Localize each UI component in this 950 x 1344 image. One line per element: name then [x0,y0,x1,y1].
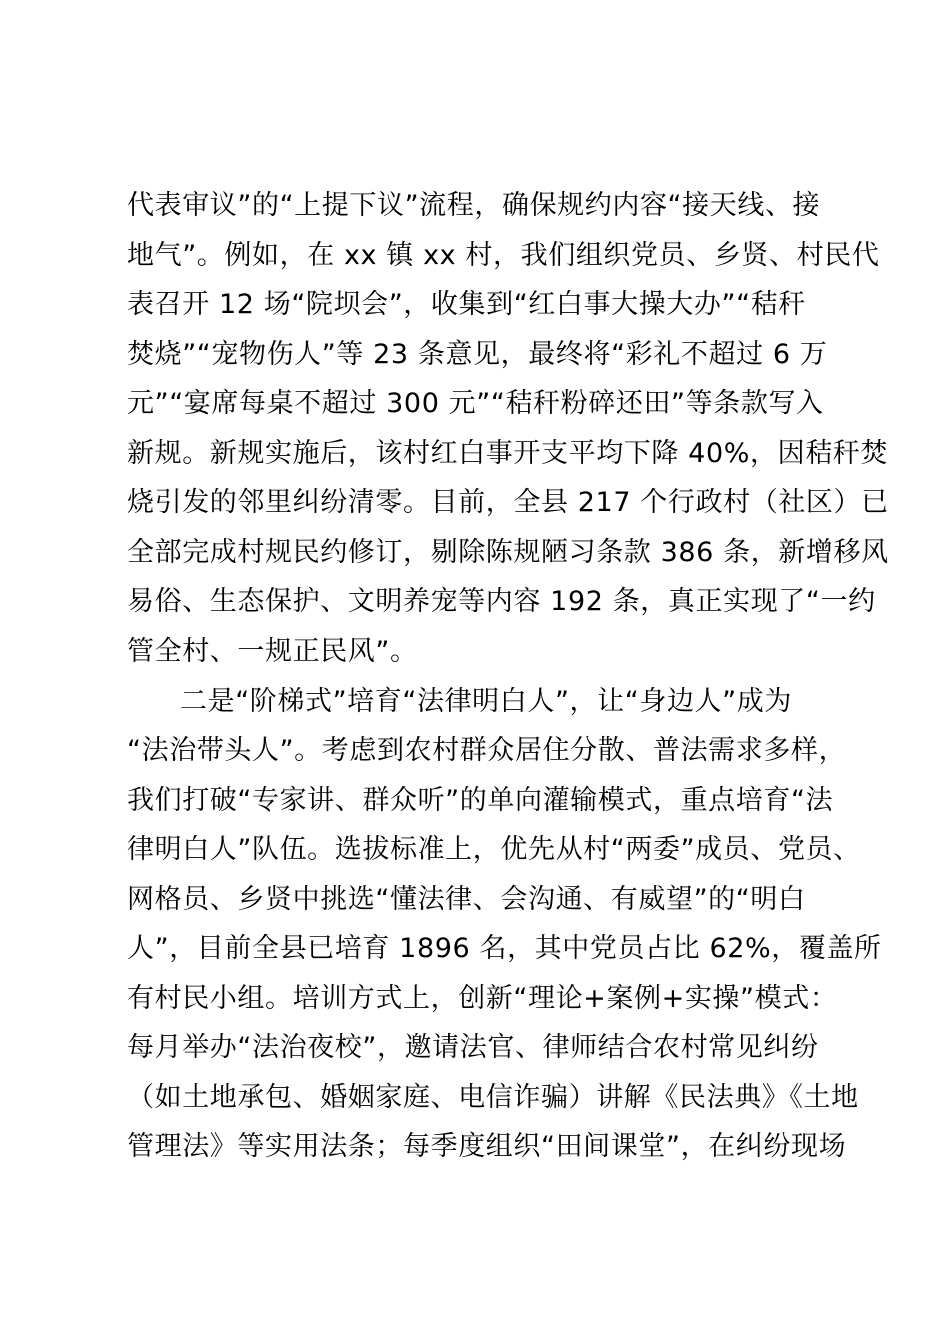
text-line: 二是“阶梯式”培育“法律明白人”，让“身边人”成为 [180,686,792,717]
text-line: 网格员、乡贤中挑选“懂法律、会沟通、有威望”的“明白 [127,884,806,915]
text-line: 烧引发的邻里纠纷清零。目前，全县 217 个行政村（社区）已 [127,487,889,518]
text-line: 管全村、一规正民风”。 [127,636,418,667]
text-line: （如土地承包、婚姻家庭、电信诈骗）讲解《民法典》《土地 [127,1082,859,1113]
text-line: 律明白人”队伍。选拔标准上，优先从村“两委”成员、党员、 [127,834,861,865]
text-line: 焚烧”“宠物伤人”等 23 条意见，最终将“彩礼不超过 6 万 [127,339,828,370]
text-line: 易俗、生态保护、文明养宠等内容 192 条，真正实现了“一约 [127,586,876,617]
text-line: 管理法》等实用法条；每季度组织“田间课堂”，在纠纷现场 [127,1131,847,1162]
text-line: 新规。新规实施后，该村红白事开支平均下降 40%，因秸秆焚 [127,438,888,469]
text-line: 地气”。例如，在 xx 镇 xx 村，我们组织党员、乡贤、村民代 [127,240,880,271]
text-line: 我们打破“专家讲、群众听”的单向灌输模式，重点培育“法 [127,785,834,816]
text-line: “法治带头人”。考虑到农村群众居住分散、普法需求多样， [127,735,847,766]
text-line: 代表审议”的“上提下议”流程，确保规约内容“接天线、接 [127,190,821,221]
text-line: 每月举办“法治夜校”，邀请法官、律师结合农村常见纠纷 [127,1032,819,1063]
text-line: 有村民小组。培训方式上，创新“理论+案例+实操”模式： [127,983,838,1014]
text-line: 全部完成村规民约修订，剔除陈规陋习条款 386 条，新增移风 [127,537,889,568]
text-line: 人”，目前全县已培育 1896 名，其中党员占比 62%，覆盖所 [127,933,882,964]
text-line: 元”“宴席每桌不超过 300 元”“秸秆粉碎还田”等条款写入 [127,388,824,419]
text-line: 表召开 12 场“院坝会”，收集到“红白事大操大办”“秸秆 [127,289,806,320]
